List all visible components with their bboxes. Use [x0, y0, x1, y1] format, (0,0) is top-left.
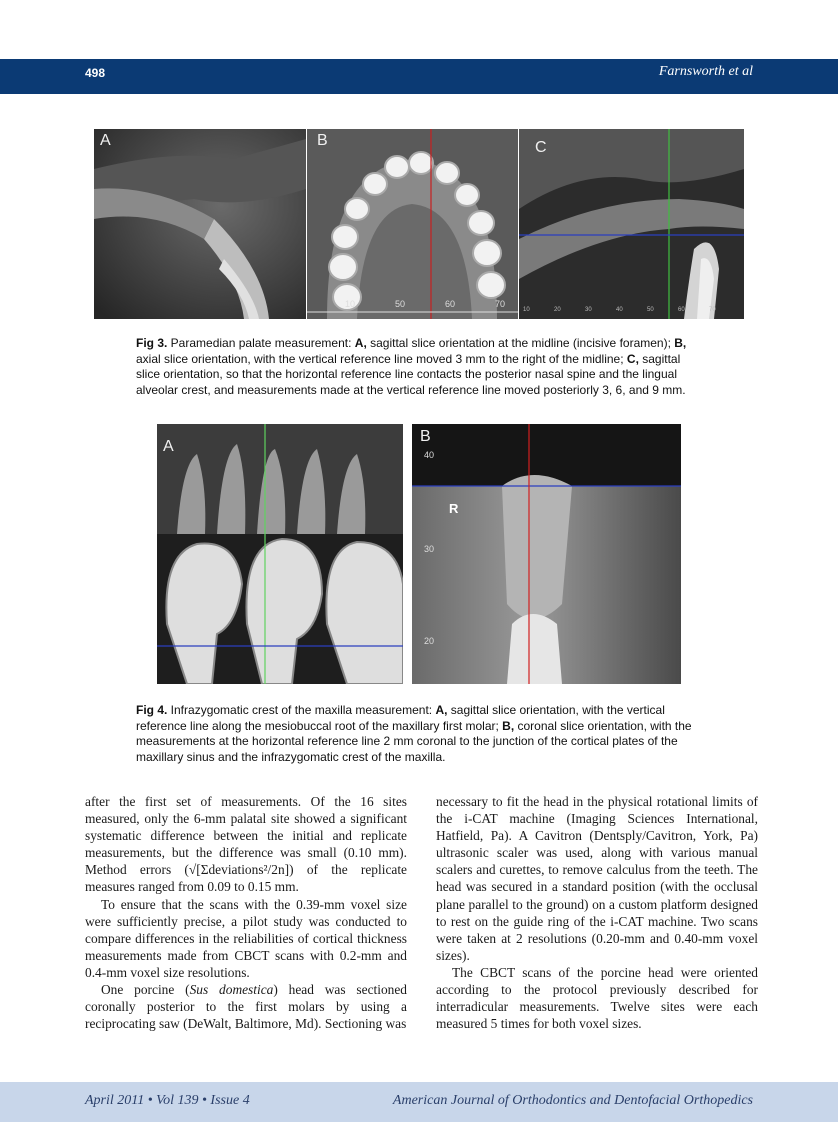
fig3-panel-a-image	[94, 129, 306, 319]
fig4-panel-a-label: A	[163, 438, 174, 455]
fig3-caption-text: sagittal slice orientation at the midline (incisive foramen);	[366, 336, 675, 350]
fig4-caption-text: coronal slice orientation, with the measurements at the horizontal reference line 2 mm coronal to the junction of the cortical plates of the maxillary sinus and the infrazygomatic crest of the maxilla.	[136, 718, 692, 764]
fig4-caption-a: A,	[435, 703, 448, 717]
fig4-b-tick: 40	[424, 450, 435, 460]
fig4-caption-label: Fig 4.	[136, 703, 168, 717]
fig4-caption	[136, 703, 706, 765]
fig3-c-tick: 20	[554, 307, 561, 313]
fig3-b-tick: 50	[395, 299, 406, 309]
journal-name: American Journal of Orthodontics and Dentofacial Orthopedics	[392, 1093, 753, 1108]
fig3-b-tick: 60	[445, 299, 456, 309]
fig3-b-tick: 70	[495, 299, 506, 309]
fig3-c-tick: 10	[523, 307, 530, 313]
fig4-panel-b	[412, 424, 681, 684]
fig3-c-tick: 30	[585, 307, 592, 313]
fig3-panel-a-label: A	[100, 132, 111, 149]
body-text: ) head was sectioned coronally posterior to the first molars by using a reciprocating saw (DeWalt, Baltimore, Md). Sectioning was	[85, 982, 407, 1032]
body-column-right	[436, 793, 758, 1032]
page-header	[0, 59, 838, 94]
body-paragraph: To ensure that the scans with the 0.39-mm voxel size were sufficiently precise, a pilot study was conducted to compare differences in the reliabilities of cortical thickness measurements made from CBCT scans with 0.2-mm and 0.4-mm voxel size resolutions.	[85, 896, 407, 980]
fig3-caption-text: axial slice orientation, with the vertical reference line moved 3 mm to the right of the midline;	[136, 351, 627, 366]
fig3-panel-b-label: B	[317, 132, 328, 149]
fig3-c-tick: 70	[709, 307, 716, 313]
fig4-panel-a	[157, 424, 403, 684]
fig3-panel-b	[307, 129, 518, 319]
issue-info: April 2011 • Vol 139 • Issue 4	[85, 1093, 250, 1108]
fig4-panel-a-image	[157, 424, 403, 684]
fig3-caption-text: sagittal slice orientation, so that the horizontal reference line contacts the posterior nasal spine and the lingual alveolar crest, and measurements made at the vertical reference line moved posteriorly 3, 6, and 9 mm.	[136, 351, 686, 397]
fig3-panel-c-label: C	[535, 139, 547, 156]
fig3-c-tick: 40	[616, 307, 623, 313]
fig4-b-tick: 30	[424, 544, 435, 554]
species-name: Sus domestica	[189, 982, 274, 998]
fig3-caption-b: B,	[674, 336, 687, 350]
page-number: 498	[85, 66, 106, 80]
fig4-b-tick: 20	[424, 636, 435, 646]
fig3-c-tick: 60	[678, 307, 685, 313]
fig3-caption-label: Fig 3.	[136, 336, 168, 350]
fig3-panel-a	[94, 129, 306, 319]
fig4-caption-b: B,	[502, 718, 515, 733]
fig3-panel-b-image	[307, 129, 518, 319]
fig4-caption-text: sagittal slice orientation, with the vertical reference line along the mesiobuccal root of the maxillary first molar;	[136, 703, 665, 733]
fig3-caption-a: A,	[354, 336, 367, 350]
body-paragraph	[85, 981, 407, 1032]
fig3-caption-c: C,	[626, 351, 639, 366]
fig4-caption-text: Infrazygomatic crest of the maxilla measurement:	[167, 703, 436, 717]
body-paragraph: after the first set of measurements. Of the 16 sites measured, only the 6-mm palatal site showed a significant systematic difference between the initial and replicate measurements, but the difference was small (0.10 mm). Method errors (√[Σdeviations²/2n]) of the replicate measures ranged from 0.09 to 0.15 mm.	[85, 794, 407, 895]
body-paragraph: necessary to fit the head in the physical rotational limits of the i-CAT machine (Imaging Sciences International, Hatfield, Pa). A Cavitron (Dentsply/Cavitron, York, Pa) ultrasonic scaler was used, along with various manual scalers and curettes, to remove calculus from the teeth. The head was secured in a standard position (with the occlusal plane parallel to the ground) on a custom platform designed to rest on the guide ring of the i-CAT machine. Two scans were taken at 2 resolutions (0.20-mm and 0.40-mm voxel sizes).	[436, 794, 758, 963]
body-column-left	[85, 793, 407, 1032]
fig3-b-tick: 10	[345, 299, 356, 309]
body-paragraph: The CBCT scans of the porcine head were oriented according to the protocol previously described for interradicular measurements. Twelve sites were each measured 5 times for both voxel sizes.	[436, 964, 758, 1032]
page-footer	[0, 1082, 838, 1122]
running-head: Farnsworth et al	[658, 64, 753, 79]
fig4-marker-r: R	[449, 501, 459, 516]
body-text: One porcine (	[101, 982, 190, 998]
fig3-caption	[136, 336, 706, 398]
fig3-panel-c	[519, 129, 744, 319]
fig3-c-tick: 50	[647, 307, 654, 313]
fig3-panel-c-image	[519, 129, 744, 319]
fig4-panel-b-label: B	[420, 428, 431, 445]
fig4-panel-b-image	[412, 424, 681, 684]
fig3-caption-text: Paramedian palate measurement:	[167, 336, 355, 350]
